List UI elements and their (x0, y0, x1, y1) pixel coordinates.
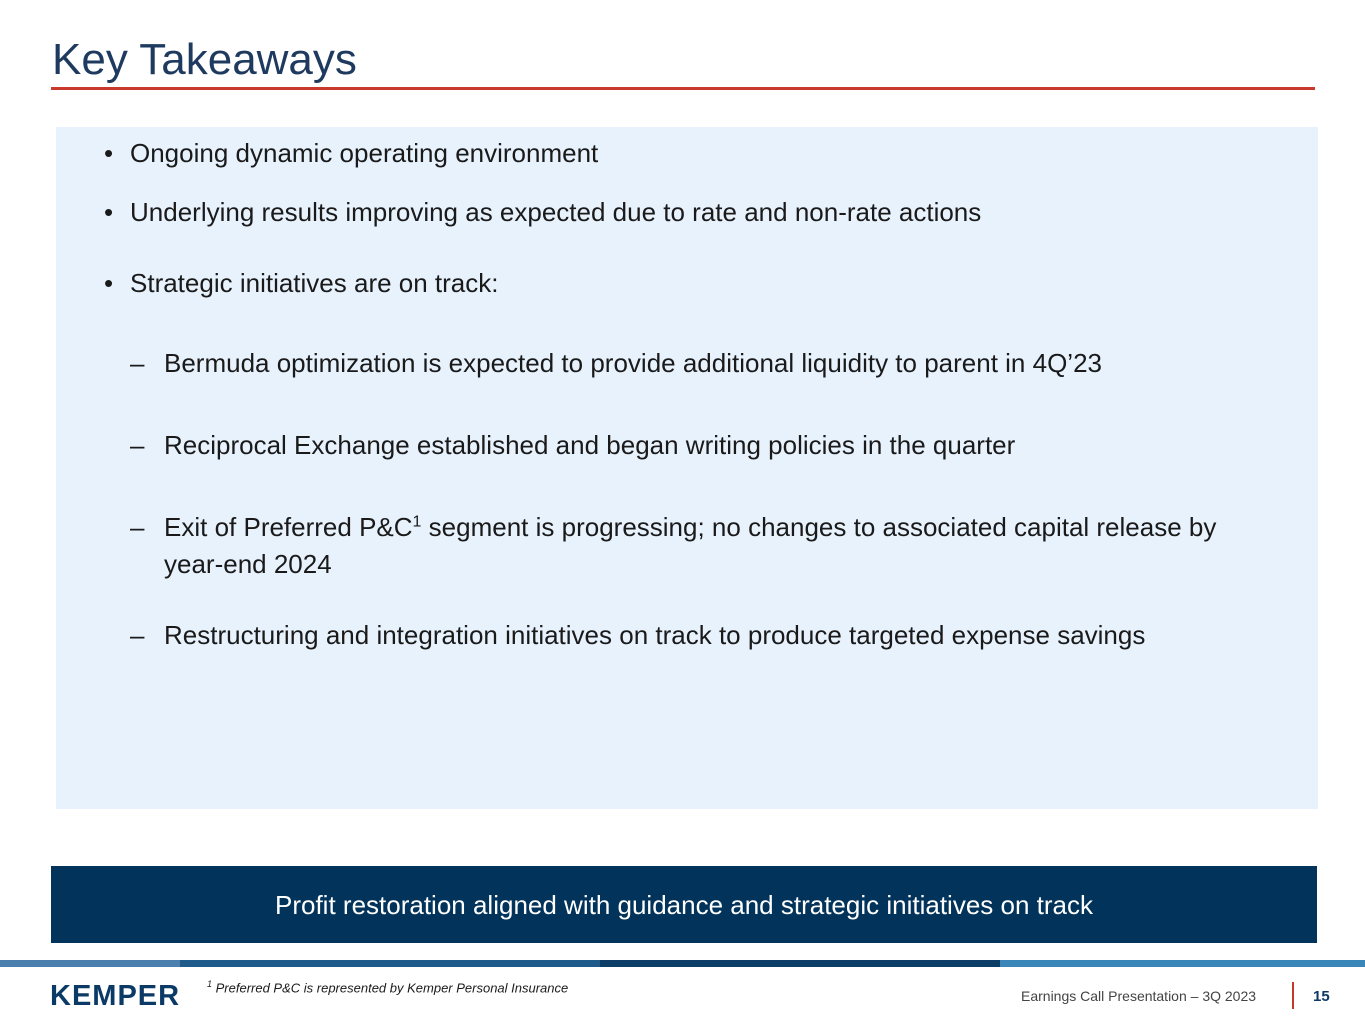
dash-marker: – (130, 348, 145, 378)
title-divider (51, 87, 1315, 90)
sub-item-text: Reciprocal Exchange established and began writing policies in the quarter (164, 430, 1016, 460)
bullet-text: Ongoing dynamic operating environment (130, 138, 599, 168)
footnote-marker: 1 (207, 979, 213, 989)
sub-item-text: Restructuring and integration initiatives on track to produce targeted expense savings (164, 620, 1146, 650)
sub-item (130, 345, 1280, 382)
footnote-text: Preferred P&C is represented by Kemper Personal Insurance (212, 980, 569, 996)
bullet-marker: • (104, 138, 114, 168)
footer-divider (1292, 982, 1294, 1009)
banner-text: Profit restoration aligned with guidance and strategic initiatives on track (275, 889, 1093, 920)
dash-marker: – (130, 430, 145, 460)
sub-item-text-end: segment is progressing; no changes to associated capital release by year-end 2024 (164, 512, 1217, 579)
bullet-item (104, 196, 981, 228)
summary-banner (51, 866, 1317, 943)
sub-item-text (164, 509, 1280, 583)
dash-marker: – (130, 512, 145, 542)
slide-title: Key Takeaways (52, 35, 357, 84)
bullet-marker: • (104, 268, 114, 298)
kemper-logo: KEMPER (50, 980, 181, 1012)
sub-item-text: Bermuda optimization is expected to provide additional liquidity to parent in 4Q’23 (164, 348, 1102, 378)
bullet-marker: • (104, 197, 114, 227)
sub-item (130, 617, 1280, 654)
dash-marker: – (130, 620, 145, 650)
footer-stripes (0, 960, 1365, 967)
bullet-item (104, 137, 598, 169)
presentation-label: Earnings Call Presentation – 3Q 2023 (1021, 988, 1257, 1004)
page-number: 15 (1313, 988, 1330, 1005)
sub-item (130, 509, 1280, 583)
bullet-text: Underlying results improving as expected due to rate and non-rate actions (130, 197, 982, 227)
bullet-item (104, 267, 499, 299)
footnote (207, 975, 568, 997)
sub-item (130, 427, 1280, 464)
footnote-reference: 1 (412, 513, 422, 531)
bullet-text: Strategic initiatives are on track: (130, 268, 499, 298)
sub-item-text-start: Exit of Preferred P&C (164, 512, 413, 542)
takeaways-panel (56, 127, 1318, 809)
